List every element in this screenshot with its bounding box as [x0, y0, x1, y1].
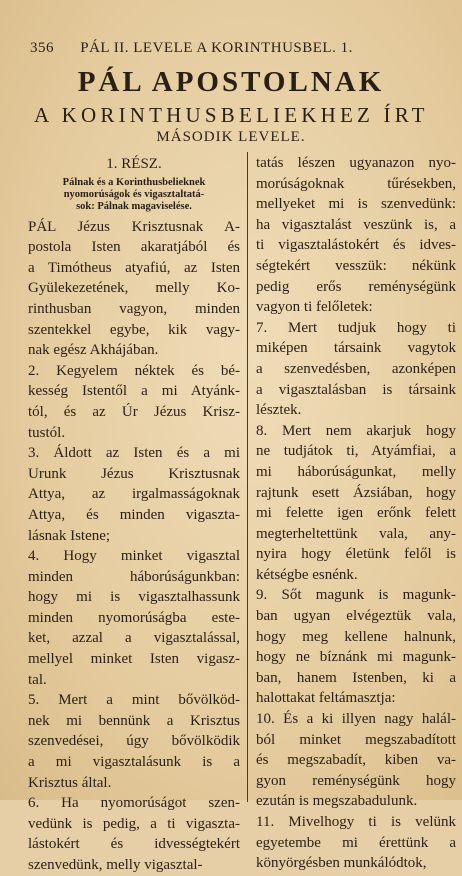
text-line: 3. Áldott az Isten és a mi: [28, 445, 240, 462]
text-line: tatás lészen ugyanazon nyo-: [256, 155, 456, 171]
text-line: vedünk is pedig, a ti vigaszta-: [28, 815, 240, 832]
text-line: a szenvedésben, azonképen: [256, 360, 456, 377]
text-line: 5. Mert a mint bővölköd-: [28, 692, 240, 709]
text-line: ségtekért vesszük: nékünk: [256, 257, 456, 274]
text-line: a Timótheus atyafiú, az Isten: [28, 259, 240, 276]
text-line: gyon reménységünk hogy: [256, 772, 456, 789]
running-header: [30, 40, 448, 57]
text-line: nak egész Akhájában.: [28, 342, 159, 359]
text-line: nyira hogy életünk felől is: [256, 546, 456, 563]
text-line: 6. Ha nyomorúságot szen-: [28, 795, 240, 812]
text-line: pedig erős reménységünk: [256, 278, 456, 295]
text-line: és megszabadít, kiben va-: [256, 752, 456, 769]
text-line: nek mi bennünk a Krisztus: [28, 712, 240, 729]
text-line: kétségbe esnénk.: [256, 566, 358, 583]
text-line: hogy mi is vigasztalhassunk: [28, 589, 240, 606]
summary-line: nyomorúságok és vigasztaltatá-: [63, 188, 205, 200]
text-line: minden háborúságunkban:: [28, 568, 240, 585]
right-column: [256, 153, 456, 874]
text-line: 7. Mert tudjuk hogy ti: [256, 319, 456, 336]
text-line: 4. Hogy minket vigasztal: [28, 548, 240, 565]
text-line: miképen társaink vagytok: [256, 340, 456, 357]
text-line: 10. És a ki illyen nagy halál-: [256, 711, 456, 728]
text-line: PÁL Jézus Krisztusnak A-: [28, 218, 240, 235]
left-column: [28, 150, 240, 876]
text-line: 11. Mivelhogy ti is velünk: [256, 814, 456, 830]
text-line: Krisztus által.: [28, 774, 112, 791]
text-line: ból minket megszabadított: [256, 731, 456, 748]
running-title: PÁL II. LEVELE A KORINTHUSBEL. 1.: [80, 40, 353, 56]
text-line: postola Isten akaratjából és: [28, 239, 240, 256]
text-line: hogy ne bíznánk mi magunk-: [256, 649, 456, 666]
text-line: hogy meg kellene halnunk,: [256, 628, 456, 645]
text-line: Urunk Jézus Krisztusnak: [28, 465, 240, 482]
right-column-text: [256, 153, 456, 874]
text-line: megterheltettünk vala, any-: [256, 525, 456, 542]
text-line: ban, hanem Istenben, ki a: [256, 669, 456, 686]
text-line: a vigasztalásban is társaink: [256, 381, 456, 398]
text-line: rajtunk esett Ázsiában, hogy: [256, 484, 456, 501]
epistle-subtitle-second: MÁSODIK LEVELE.: [156, 129, 306, 145]
text-line: tustól.: [28, 424, 66, 441]
text-line: szenvedései, úgy bővölködik: [28, 733, 240, 750]
chapter-summary: [28, 177, 240, 213]
text-line: rinthusban vagyon, minden: [28, 300, 240, 317]
text-line: Attya, és minden vigaszta-: [28, 506, 240, 523]
summary-line: Pálnak és a Korinthusbelieknek: [62, 176, 206, 188]
text-line: minden nyomorúságba este-: [28, 609, 240, 626]
text-line: mi felette igen erőnk felett: [256, 505, 456, 522]
text-line: a mi vigasztalásunk is a: [28, 754, 240, 771]
text-line: ti vigasztalástokért és idves-: [256, 237, 456, 254]
text-line: mellyel minket Isten vigasz-: [28, 651, 240, 668]
left-column-text: [28, 217, 240, 876]
text-line: ezután is megszabadulunk.: [256, 793, 418, 810]
text-line: lástokért és idvességtekért: [28, 836, 240, 853]
text-line: szenvedünk, melly vigasztal-: [28, 857, 203, 873]
text-line: mellyeket mi is szenvedünk:: [256, 196, 456, 213]
text-line: szentekkel egybe, kik vagy-: [28, 321, 240, 338]
text-line: ne tudjátok ti, Atyámfiai, a: [256, 443, 456, 460]
text-line: morúságoknak tűrésekben,: [256, 175, 456, 192]
text-line: vagyon ti felőletek:: [256, 299, 373, 316]
text-line: tal.: [28, 671, 47, 688]
text-line: ket, azzal a vigasztalással,: [28, 630, 240, 647]
column-divider: [247, 152, 248, 802]
text-line: ban ugyan elvégeztük vala,: [256, 608, 456, 625]
page-number: 356: [30, 40, 54, 56]
chapter-heading: 1. RÉSZ.: [106, 156, 162, 172]
text-line: kesség Istentől a mi Atyánk-: [28, 383, 240, 400]
text-line: 8. Mert nem akarjuk hogy: [256, 422, 456, 439]
text-line: mi háborúságunkat, melly: [256, 463, 456, 480]
text-line: 9. Sőt magunk is magunk-: [256, 587, 456, 604]
text-line: lésztek.: [256, 402, 302, 419]
text-line: egyetembe mi érettünk a: [256, 834, 456, 851]
text-line: ha vigasztalást veszünk is, a: [256, 216, 456, 233]
text-line: tól, és az Úr Jézus Krisz-: [28, 403, 240, 420]
epistle-subtitle: A KORINTHUSBELIEKHEZ ÍRT: [34, 103, 429, 127]
text-line: lásnak Istene;: [28, 527, 111, 544]
text-line: Gyülekezetének, melly Ko-: [28, 280, 240, 297]
text-line: 2. Kegyelem néktek és bé-: [28, 362, 240, 379]
text-line: könyörgésben munkálódtok,: [256, 855, 427, 872]
text-line: Attya, az irgalmasságoknak: [28, 486, 240, 503]
summary-line: sok: Pálnak magaviselése.: [76, 200, 192, 212]
epistle-title: PÁL APOSTOLNAK: [77, 66, 385, 98]
text-line: halottakat feltámasztja:: [256, 690, 396, 707]
